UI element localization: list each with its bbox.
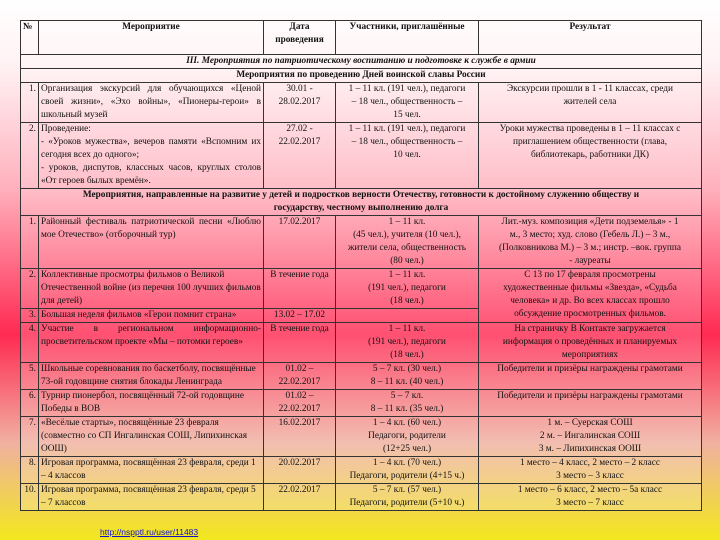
table-row	[21, 83, 702, 123]
row-event: Большая неделя фильмов «Герои помнит страна»	[39, 309, 264, 323]
header-row	[21, 21, 702, 55]
row-result: Экскурсии прошли в 1 - 11 классах, среди жителей села	[479, 83, 702, 123]
row-date: 17.02.2017	[264, 216, 336, 269]
row-result: Уроки мужества проведены в 1 – 11 классах с приглашением общественности (глава, библиотекарь, работники ДК)	[479, 123, 702, 189]
row-participants: 5 – 7 кл. (30 чел.) 8 – 11 кл. (40 чел.)	[336, 363, 479, 390]
row-result: 1 место – 6 класс, 2 место – 5а класс 3 место – 7 класс	[479, 484, 702, 511]
row-result: Победители и призёры награждены грамотами	[479, 363, 702, 390]
table-row	[21, 390, 702, 417]
table-row	[21, 457, 702, 484]
row-date: 27.02 - 22.02.2017	[264, 123, 336, 189]
row-date: 22.02.2017	[264, 484, 336, 511]
row-result: Победители и призёры награждены грамотами	[479, 390, 702, 417]
row-event: Коллективные просмотры фильмов о Великой Отечественной войне (из перечня 100 лучших фильмов для детей)	[39, 269, 264, 309]
row-number: 4.	[21, 323, 39, 363]
row-event: Школьные соревнования по баскетболу, посвящённые 73-ой годовщине снятия блокады Ленинграда	[39, 363, 264, 390]
row-number: 2.	[21, 123, 39, 189]
row-number: 7.	[21, 417, 39, 457]
row-participants: 5 – 7 кл. (57 чел.) Педагоги, родители (5+10 ч.)	[336, 484, 479, 511]
header-event: Мероприятие	[39, 21, 264, 55]
row-number: 2.	[21, 269, 39, 309]
row-event: Организация экскурсий для обучающихся «Ценой своей жизни», «Эхо войны», «Пионеры-герои» в школьный музей	[39, 83, 264, 123]
table-row	[21, 484, 702, 511]
row-date: 30.01 - 28.02.2017	[264, 83, 336, 123]
subsection-title: Мероприятия, направленные на развитие у детей и подростков верности Отечеству, готовности к достойному служению обществу и государству, честному выполнению долга	[21, 189, 702, 216]
header-num: №	[21, 21, 39, 55]
footer	[100, 527, 198, 537]
row-date: 20.02.2017	[264, 457, 336, 484]
footer-link[interactable]: http://nspptl.ru/user/11483	[100, 527, 199, 537]
table-row	[21, 363, 702, 390]
row-date: 13.02 – 17.02	[264, 309, 336, 323]
table-row	[21, 417, 702, 457]
row-number: 5.	[21, 363, 39, 390]
row-event: Игровая программа, посвящённая 23 февраля, среди 5 – 7 классов	[39, 484, 264, 511]
row-event: Участие в региональном информационно-просветительском проекте «Мы – потомки героев»	[39, 323, 264, 363]
row-result: На страничку В Контакте загружается информация о проведённых и планируемых мероприятиях	[479, 323, 702, 363]
row-number: 6.	[21, 390, 39, 417]
row-number: 10.	[21, 484, 39, 511]
table-row	[21, 323, 702, 363]
row-participants: 1 – 11 кл. (191 чел.), педагоги (18 чел.)	[336, 269, 479, 309]
row-participants: 5 – 7 кл. 8 – 11 кл. (35 чел.)	[336, 390, 479, 417]
row-participants: 1 – 11 кл. (191 чел.), педагоги (18 чел.)	[336, 323, 479, 363]
row-date: В течение года	[264, 323, 336, 363]
row-participants: 1 – 11 кл. (191 чел.), педагоги – 18 чел., общественность – 15 чел.	[336, 83, 479, 123]
row-number: 3.	[21, 309, 39, 323]
row-participants: 1 – 4 кл. (70 чел.) Педагоги, родители (4+15 ч.)	[336, 457, 479, 484]
row-date: В течение года	[264, 269, 336, 309]
row-result: 1 место – 4 класс, 2 место – 2 класс 3 место – 3 класс	[479, 457, 702, 484]
section-title: III. Мероприятия по патриотическому воспитанию и подготовке к службе в армии	[21, 55, 702, 69]
subsection-title: Мероприятия по проведению Дней воинской славы России	[21, 69, 702, 83]
subsection-row	[21, 189, 702, 216]
row-number: 1.	[21, 216, 39, 269]
table-row	[21, 216, 702, 269]
row-event: Проведение: - «Уроков мужества», вечеров памяти «Вспомним их сегодня всех до одного»; - уроков, диспутов, классных часов, круглых столов «От героев былых времён».	[39, 123, 264, 189]
row-result: Лит.-муз. композиция «Дети подземелья» - 1 м., 3 место; худ. слово (Гебель Л.) – 3 м., (Полковникова М.) – 3 м.; инстр. –вок. группа - лауреаты	[479, 216, 702, 269]
row-participants	[336, 309, 479, 323]
report-table	[20, 20, 702, 511]
row-date: 01.02 – 22.02.2017	[264, 390, 336, 417]
row-participants: 1 – 11 кл. (45 чел.), учителя (10 чел.), жители села, общественность (80 чел.)	[336, 216, 479, 269]
header-result: Результат	[479, 21, 702, 55]
row-result: С 13 по 17 февраля просмотрены художественные фильмы «Звезда», «Судьба человека» и др. Во всех классах прошло обсуждение просмотренных фильмов.	[479, 269, 702, 323]
row-event: Районный фестиваль патриотической песни «Люблю мое Отечество» (отборочный тур)	[39, 216, 264, 269]
row-event: Игровая программа, посвящённая 23 февраля, среди 1 – 4 классов	[39, 457, 264, 484]
header-participants: Участники, приглашённые	[336, 21, 479, 55]
subsection-row	[21, 69, 702, 83]
table-row	[21, 269, 702, 309]
row-date: 16.02.2017	[264, 417, 336, 457]
row-participants: 1 – 4 кл. (60 чел.) Педагоги, родители (12+25 чел.)	[336, 417, 479, 457]
row-number: 8.	[21, 457, 39, 484]
row-participants: 1 – 11 кл. (191 чел.), педагоги – 18 чел., общественность – 10 чел.	[336, 123, 479, 189]
row-number: 1.	[21, 83, 39, 123]
section-row	[21, 55, 702, 69]
header-date: Дата проведения	[264, 21, 336, 55]
row-result: 1 м. – Суерская СОШ 2 м. – Ингалинская СОШ 3 м. – Липихинская ООШ	[479, 417, 702, 457]
row-event: «Весёлые старты», посвящённые 23 февраля (совместно со СП Ингалинская СОШ, Липихинская ООШ)	[39, 417, 264, 457]
table-row	[21, 123, 702, 189]
row-event: Турнир пионербол, посвящённый 72-ой годовщине Победы в ВОВ	[39, 390, 264, 417]
row-date: 01.02 – 22.02.2017	[264, 363, 336, 390]
